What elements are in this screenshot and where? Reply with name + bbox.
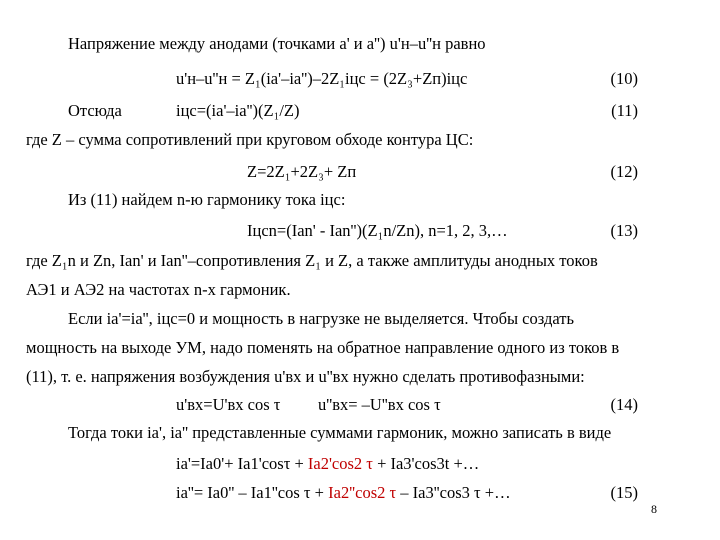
formula-line-15b xyxy=(176,483,511,503)
formula-line-11: iцс=(iа'–iа'')(Z₁/Z) xyxy=(176,101,300,120)
equation-number-13: (13) xyxy=(610,221,638,240)
formula-line-14a: u'вх=U'вх cos τ xyxy=(176,395,281,414)
text-line-if-equal: Если iа'=iа'', iцс=0 и мощность в нагрузке не выделяется. Чтобы создать xyxy=(68,309,575,328)
equation-number-10: (10) xyxy=(610,69,638,88)
text-line-anode-voltage: Напряжение между анодами (точками a' и a'') u'н–u''н равно xyxy=(68,34,486,53)
equation-number-11: (11) xyxy=(611,101,638,120)
formula-15a-highlight: Iа2'cos2 τ xyxy=(307,454,373,473)
formula-line-10: u'н–u''н = Z₁(iа'–iа'')–2Z₁iцс = (2Z₃+Zп)iцс xyxy=(176,69,468,88)
formula-line-13: Iцсn=(Iаn' - Iаn'')(Z₁n/Zn), n=1, 2, 3,… xyxy=(247,221,508,240)
text-line-currents-harmonics: Тогда токи iа', iа'' представленные суммами гармоник, можно записать в виде xyxy=(68,423,612,442)
text-line-nth-harmonic: Из (11) найдем n-ю гармонику тока iцс: xyxy=(68,190,346,209)
formula-15b-part3: – Iа3''cos3 τ +… xyxy=(396,483,511,502)
text-line-sum-resistances: где Z – сумма сопротивлений при круговом обходе контура ЦС: xyxy=(26,130,474,149)
formula-line-15a xyxy=(176,454,479,474)
formula-15a-part3: + Iа3'cos3t +… xyxy=(372,454,480,473)
text-line-resistances-amplitudes: где Z₁n и Zn, Iаn' и Iаn''–сопротивления Z₁ и Z, а также амплитуды анодных токов xyxy=(26,251,598,270)
text-line-ae-harmonics: АЭ1 и АЭ2 на частотах n-х гармоник. xyxy=(26,280,291,299)
formula-15b-part1: iа''= Iа0'' – Iа1''cos τ + xyxy=(176,483,329,502)
formula-15b-highlight: Iа2''cos2 τ xyxy=(328,483,397,502)
text-line-antiphase: (11), т. е. напряжения возбуждения u'вх и u''вх нужно сделать противофазными: xyxy=(26,367,585,386)
equation-number-12: (12) xyxy=(610,162,638,181)
text-label-otsyuda: Отсюда xyxy=(68,101,122,120)
equation-number-14: (14) xyxy=(610,395,638,414)
formula-15a-part1: iа'=Iа0'+ Iа1'cosτ + xyxy=(176,454,308,473)
text-line-output-power: мощность на выходе УМ, надо поменять на обратное направление одного из токов в xyxy=(26,338,620,357)
formula-line-14b: u''вх= –U''вх cos τ xyxy=(318,395,441,414)
page-number: 8 xyxy=(651,502,657,516)
formula-line-12: Z=2Z₁+2Z₃+ Zп xyxy=(247,162,357,181)
equation-number-15: (15) xyxy=(610,483,638,502)
